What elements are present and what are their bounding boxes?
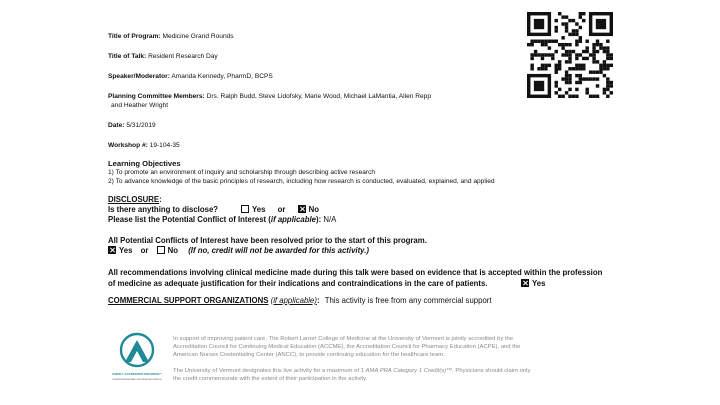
qr-module <box>544 64 547 67</box>
speaker-label: Speaker/Moderator: <box>108 73 170 80</box>
qr-module <box>579 12 582 15</box>
qr-module <box>565 22 568 25</box>
qr-module <box>572 29 575 32</box>
qr-module <box>534 40 537 43</box>
qr-module <box>592 77 595 80</box>
qr-module <box>544 53 547 56</box>
qr-module <box>568 33 571 36</box>
workshop-label: Workshop #: <box>108 142 148 149</box>
qr-module <box>592 95 595 98</box>
resolved-options <box>108 246 369 256</box>
qr-module <box>565 91 568 94</box>
qr-module <box>603 74 606 77</box>
qr-module <box>558 43 561 46</box>
qr-module <box>606 88 609 91</box>
commercial-qualifier: (if applicable) <box>270 296 317 305</box>
qr-module <box>592 43 595 46</box>
qr-module <box>565 50 568 53</box>
qr-module <box>565 15 568 18</box>
qr-module <box>555 84 558 87</box>
resolved-yes-label: Yes <box>119 246 133 255</box>
qr-module <box>568 57 571 60</box>
qr-module <box>585 46 588 49</box>
qr-module <box>606 50 609 53</box>
qr-module <box>558 95 561 98</box>
recommendations-yes-checkbox[interactable] <box>521 279 529 287</box>
objectives-heading: Learning Objectives <box>108 159 181 168</box>
qr-module <box>530 57 533 60</box>
logo-text-line2: INTERPROFESSIONAL CONTINUING EDUCATION <box>112 379 162 381</box>
qr-module <box>534 53 537 56</box>
qr-module <box>568 50 571 53</box>
qr-module <box>565 74 568 77</box>
qr-module <box>561 46 564 49</box>
qr-module <box>555 19 558 22</box>
qr-module <box>603 60 606 63</box>
qr-module <box>565 60 568 63</box>
accreditation-line: American Nurses Credentialing Center (ANCC), to provide continuing education for the healthcare team. <box>173 352 445 358</box>
resolved-statement: All Potential Conflicts of Interest have been resolved prior to the start of this program. <box>108 236 427 245</box>
qr-module <box>568 67 571 70</box>
qr-module <box>575 74 578 77</box>
qr-module <box>558 88 561 91</box>
qr-module <box>568 95 571 98</box>
qr-module <box>548 64 551 67</box>
qr-module <box>589 77 592 80</box>
committee-value: Drs. Ralph Budd, Steve Lidofsky, Marie Wood, Michael LaMantia, Allen Repp <box>206 93 431 100</box>
qr-module <box>551 53 554 56</box>
qr-module <box>582 50 585 53</box>
qr-module <box>585 88 588 91</box>
qr-module <box>555 67 558 70</box>
objective-item: 1) To promote an environment of inquiry and scholarship through describing active research <box>108 169 376 176</box>
recommendations-line2: of medicine as adequate justification for their indications and contraindications in the care of patients <box>108 279 486 288</box>
qr-module <box>548 40 551 43</box>
talk-title-row <box>108 53 218 61</box>
qr-module <box>610 64 613 67</box>
qr-module <box>606 40 609 43</box>
qr-module <box>585 77 588 80</box>
qr-module <box>610 57 613 60</box>
qr-module <box>551 57 554 60</box>
qr-module <box>575 43 578 46</box>
qr-module <box>558 67 561 70</box>
recommendations-yes-label: Yes <box>532 279 546 288</box>
qr-module <box>579 36 582 39</box>
qr-module <box>579 64 582 67</box>
qr-module <box>596 43 599 46</box>
qr-module <box>596 40 599 43</box>
qr-finder-shape <box>534 81 544 91</box>
designation-line2: the credit commensurate with the extent of their participation in the activity. <box>173 376 368 382</box>
resolved-no-label: No <box>167 246 179 255</box>
disclosure-question: Is there anything to disclose? <box>108 205 219 214</box>
qr-module <box>568 43 571 46</box>
qr-module <box>537 67 540 70</box>
qr-module <box>592 70 595 73</box>
qr-module <box>541 53 544 56</box>
disclosure-yes-checkbox[interactable] <box>241 205 249 213</box>
recommendations-line2-row <box>108 279 488 289</box>
coi-row <box>108 215 336 225</box>
qr-module <box>596 60 599 63</box>
qr-module <box>582 77 585 80</box>
commercial-row <box>108 296 492 306</box>
qr-module <box>568 60 571 63</box>
qr-module <box>599 43 602 46</box>
qr-module <box>606 81 609 84</box>
qr-module <box>606 53 609 56</box>
qr-module <box>541 43 544 46</box>
qr-module <box>582 64 585 67</box>
qr-module <box>530 43 533 46</box>
qr-module <box>541 57 544 60</box>
resolved-note: (If no, credit will not be awarded for this activity.) <box>188 246 369 255</box>
committee-label: Planning Committee Members: <box>108 93 205 100</box>
qr-module <box>596 77 599 80</box>
qr-module <box>579 81 582 84</box>
qr-module <box>575 57 578 60</box>
qr-module <box>568 53 571 56</box>
qr-code <box>527 12 613 98</box>
qr-module <box>555 70 558 73</box>
qr-module <box>579 53 582 56</box>
qr-module <box>606 84 609 87</box>
qr-module <box>565 77 568 80</box>
qr-module <box>565 43 568 46</box>
qr-module <box>530 64 533 67</box>
qr-module <box>575 81 578 84</box>
disclosure-options <box>241 205 319 215</box>
qr-module <box>582 19 585 22</box>
qr-module <box>582 12 585 15</box>
qr-module <box>606 46 609 49</box>
qr-module <box>548 53 551 56</box>
qr-module <box>572 67 575 70</box>
qr-module <box>551 40 554 43</box>
qr-module <box>579 26 582 29</box>
qr-module <box>603 50 606 53</box>
qr-module <box>541 40 544 43</box>
qr-module <box>582 67 585 70</box>
qr-module <box>565 53 568 56</box>
qr-module <box>575 95 578 98</box>
qr-module <box>555 91 558 94</box>
designation-tm: ™ <box>446 368 453 374</box>
qr-module <box>592 46 595 49</box>
recommendations-period: . <box>485 279 488 288</box>
qr-module <box>561 22 564 25</box>
qr-module <box>555 64 558 67</box>
qr-module <box>568 81 571 84</box>
qr-module <box>606 77 609 80</box>
recommendations-option <box>521 279 545 289</box>
qr-module <box>579 15 582 18</box>
accreditation-line: Accreditation Council for Continuing Medical Education (ACCME), the Accreditation Council for Pharmacy Education (ACPE), and the <box>173 344 521 350</box>
qr-module <box>568 88 571 91</box>
qr-module <box>558 64 561 67</box>
qr-module <box>561 36 564 39</box>
qr-module <box>555 29 558 32</box>
coi-value: N/A <box>323 215 337 224</box>
date-label: Date: <box>108 122 125 129</box>
qr-module <box>541 67 544 70</box>
coi-suffix: ): <box>315 215 322 224</box>
qr-module <box>575 22 578 25</box>
qr-module <box>606 95 609 98</box>
qr-module <box>575 29 578 32</box>
qr-module <box>565 29 568 32</box>
qr-module <box>558 12 561 15</box>
disclosure-yes-label: Yes <box>252 205 266 214</box>
disclosure-no-label: No <box>308 205 320 214</box>
workshop-row <box>108 142 180 150</box>
qr-module <box>603 88 606 91</box>
qr-module <box>603 64 606 67</box>
qr-module <box>548 46 551 49</box>
speaker-row <box>108 73 273 81</box>
qr-module <box>555 26 558 29</box>
designation-prefix: The University of Vermont designates this live activity for a maximum of 1 <box>173 368 366 374</box>
qr-module <box>592 57 595 60</box>
qr-module <box>572 95 575 98</box>
resolved-no-checkbox[interactable] <box>157 246 165 254</box>
qr-module <box>603 67 606 70</box>
qr-module <box>561 95 564 98</box>
qr-module <box>596 70 599 73</box>
qr-module <box>585 57 588 60</box>
qr-module <box>568 74 571 77</box>
qr-module <box>603 46 606 49</box>
disclosure-heading: DISCLOSURE <box>108 195 160 204</box>
qr-module <box>561 77 564 80</box>
qr-module <box>575 40 578 43</box>
designation-line <box>173 368 530 376</box>
qr-module <box>568 77 571 80</box>
committee-row <box>108 93 431 101</box>
qr-module <box>599 67 602 70</box>
program-value: Medicine Grand Rounds <box>162 33 234 40</box>
commercial-colon: : <box>316 296 320 305</box>
date-value: 5/31/2019 <box>126 122 156 129</box>
qr-module <box>527 43 530 46</box>
qr-module <box>589 53 592 56</box>
committee-value-cont: and Heather Wright <box>111 102 169 109</box>
qr-module <box>585 91 588 94</box>
qr-module <box>537 53 540 56</box>
qr-module <box>541 64 544 67</box>
qr-module <box>534 50 537 53</box>
qr-module <box>530 67 533 70</box>
coi-prefix: Please list the Potential Conflict of Interest ( <box>108 215 271 224</box>
qr-module <box>582 57 585 60</box>
qr-module <box>596 95 599 98</box>
qr-module <box>589 95 592 98</box>
jointly-accredited-provider-logo <box>111 330 163 392</box>
program-label: Title of Program: <box>108 33 161 40</box>
qr-module <box>555 50 558 53</box>
program-title-row <box>108 33 234 41</box>
talk-value: Resident Research Day <box>148 53 218 60</box>
qr-module <box>599 64 602 67</box>
qr-module <box>558 60 561 63</box>
qr-module <box>575 53 578 56</box>
qr-module <box>585 50 588 53</box>
qr-module <box>575 67 578 70</box>
qr-module <box>592 50 595 53</box>
qr-module <box>555 40 558 43</box>
qr-finder-shape <box>534 19 544 29</box>
qr-module <box>592 53 595 56</box>
qr-module <box>544 40 547 43</box>
disclosure-heading-row <box>108 195 162 205</box>
qr-module <box>561 53 564 56</box>
logo-text-line1: JOINTLY ACCREDITED PROVIDER™ <box>111 372 163 376</box>
coi-italic: if applicable <box>270 215 316 224</box>
qr-finder-shape <box>596 19 606 29</box>
qr-module <box>579 74 582 77</box>
qr-module <box>589 70 592 73</box>
accreditation-line: In support of improving patient care, The Robert Larner College of Medicine at the University of Vermont is jointly accredited by the <box>173 336 514 342</box>
qr-module <box>575 64 578 67</box>
qr-module <box>561 15 564 18</box>
qr-module <box>575 33 578 36</box>
qr-module <box>555 81 558 84</box>
disclosure-colon: : <box>159 195 162 204</box>
resolved-yes-checkbox[interactable] <box>108 246 116 254</box>
qr-module <box>565 81 568 84</box>
workshop-value: 19-104-35 <box>149 142 180 149</box>
qr-module <box>606 64 609 67</box>
designation-italic: AMA PRA Category 1 Credit(s) <box>365 368 447 374</box>
qr-module <box>579 77 582 80</box>
qr-module <box>610 84 613 87</box>
commercial-text: This activity is free from any commercial support <box>324 296 492 305</box>
qr-module <box>572 19 575 22</box>
objective-item: 2) To advance knowledge of the basic principles of research, including how research is conducted, evaluated, explained, and applied <box>108 178 495 185</box>
qr-module <box>610 91 613 94</box>
disclosure-or: or <box>277 205 286 214</box>
qr-module <box>606 67 609 70</box>
speaker-value: Amanda Kennedy, PharmD, BCPS <box>171 73 273 80</box>
designation-suffix: . Physicians should claim only <box>452 368 531 374</box>
qr-module <box>565 70 568 73</box>
qr-module <box>599 70 602 73</box>
qr-module <box>572 50 575 53</box>
qr-module <box>603 91 606 94</box>
talk-label: Title of Talk: <box>108 53 147 60</box>
qr-module <box>544 43 547 46</box>
qr-module <box>530 40 533 43</box>
qr-module <box>579 40 582 43</box>
qr-module <box>585 40 588 43</box>
disclosure-no-checkbox[interactable] <box>298 205 306 213</box>
commercial-heading: COMMERCIAL SUPPORT ORGANIZATIONS <box>108 296 269 305</box>
qr-module <box>606 57 609 60</box>
qr-module <box>596 50 599 53</box>
qr-module <box>544 67 547 70</box>
qr-module <box>599 46 602 49</box>
qr-module <box>530 53 533 56</box>
qr-module <box>561 43 564 46</box>
qr-module <box>596 84 599 87</box>
qr-module <box>565 26 568 29</box>
qr-module <box>537 40 540 43</box>
qr-module <box>610 53 613 56</box>
qr-module <box>572 33 575 36</box>
resolved-or: or <box>140 246 149 255</box>
qr-module <box>579 67 582 70</box>
date-row <box>108 122 156 130</box>
qr-module <box>575 88 578 91</box>
recommendations-line1: All recommendations involving clinical medicine made during this talk were based on evidence that is accepted within the profession <box>108 268 603 277</box>
qr-module <box>592 60 595 63</box>
qr-module <box>568 19 571 22</box>
qr-module <box>610 81 613 84</box>
